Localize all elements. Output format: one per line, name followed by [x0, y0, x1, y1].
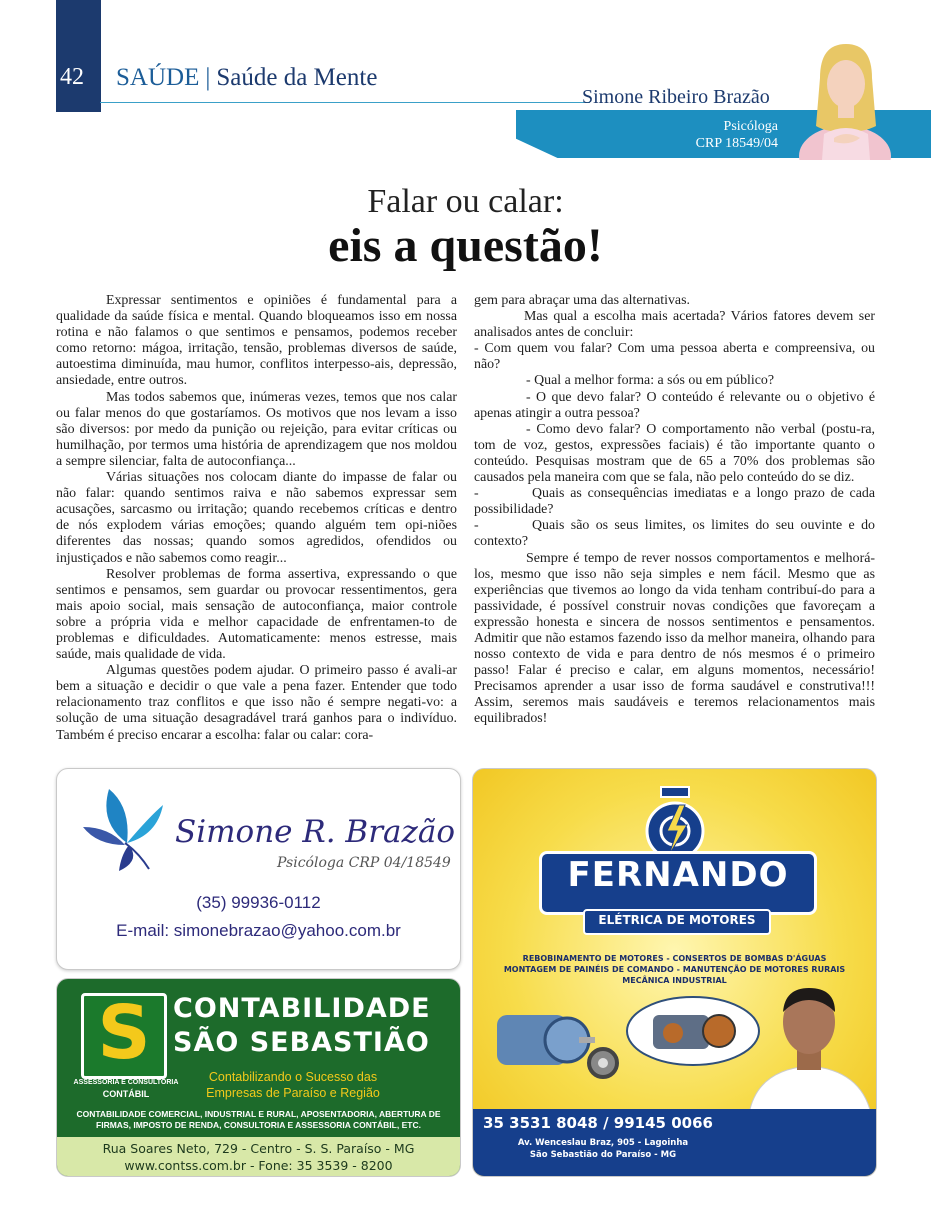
- article-question: - Como devo falar? O comportamento não verbal (postu-ra, tom de voz, gestos, expressões faciais) é tão importante quanto o conteúdo. Pesquisas mostram que de 65 a 70% dos problemas são causados pela maneira com que se fala, não pelo conteúdo do se diz.: [474, 421, 875, 486]
- ad-contabilidade-card: [56, 978, 461, 1177]
- contabilidade-title-line2: SÃO SEBASTIÃO: [173, 1027, 430, 1058]
- article-paragraph: Sempre é tempo de rever nossos comportamentos e melhorá-los, mesmo que isso não seja simples e nem fácil. Mesmo que as experiências que tivemos ao longo da vida tenham contribuí-do para a passividade, é possível construir novas condições que favoreçam a expressão honesta e sincera de nossos sentimentos e pensamentos. Admitir que não estamos fazendo isso da melhor maneira, olhando para nosso contexto de vida e para dentro de nós mesmos é o primeiro passo! Falar é preciso e calar, em alguns momentos, necessário! Precisamos aprender a usar isso de forma saudável e construtiva!!! Assim, seremos mais saudáveis e teremos relacionamentos mais equilibrados!: [474, 550, 875, 727]
- ad-simone-name: Simone R. Brazão: [175, 814, 455, 850]
- contabilidade-assessoria: ASSESSORIA E CONSULTORIA: [73, 1079, 179, 1086]
- header-rule: [100, 102, 590, 103]
- article-column-left: [56, 293, 457, 744]
- subsection-label: Saúde da Mente: [216, 64, 378, 91]
- article-paragraph: Mas qual a escolha mais acertada? Vários fatores devem ser analisados antes de concluir:: [474, 309, 875, 341]
- author-credentials: [640, 118, 778, 152]
- article-column-right: [474, 293, 875, 728]
- fernando-service-line: MONTAGEM DE PAINÉIS DE COMANDO - MANUTENÇÃO DE MOTORES RURAIS: [503, 965, 846, 974]
- fernando-subtitle: ELÉTRICA DE MOTORES: [598, 913, 756, 927]
- contabilidade-contabil: CONTÁBIL: [102, 1089, 150, 1099]
- contabilidade-services: CONTABILIDADE COMERCIAL, INDUSTRIAL E RURAL, APOSENTADORIA, ABERTURA DE FIRMAS, IMPOSTO DE RENDA, CONSULTORIA E ASSESSORIA CONTÁBIL, ETC.: [76, 1109, 441, 1130]
- butterfly-logo-icon: [79, 783, 179, 873]
- ad-simone-email: E-mail: simonebrazao@yahoo.com.br: [116, 921, 401, 940]
- page-number-tab: [56, 0, 101, 112]
- author-portrait: [790, 38, 900, 160]
- fernando-name: FERNANDO: [567, 855, 789, 895]
- contabilidade-title-line1: CONTABILIDADE: [173, 993, 431, 1024]
- fernando-address-line1: Av. Wenceslau Braz, 905 - Lagoinha: [517, 1138, 689, 1148]
- fernando-service-line: MECÂNICA INDUSTRIAL: [622, 976, 727, 985]
- page-number: 42: [60, 64, 84, 90]
- ad-simone-subtitle: Psicóloga CRP 04/18549: [277, 855, 451, 871]
- article-title-line2: eis a questão!: [328, 219, 603, 272]
- author-crp: CRP 18549/04: [695, 136, 778, 151]
- article-question: [474, 518, 875, 550]
- question-dash: -: [474, 486, 479, 502]
- question-text: Quais as consequências imediatas e a longo prazo de cada possibilidade?: [474, 486, 875, 518]
- article-question: - O que devo falar? O conteúdo é relevante ou o objetivo é apenas atingir a outra pessoa?: [474, 389, 875, 421]
- article-paragraph: Algumas questões podem ajudar. O primeiro passo é avali-ar bem a situação e decidir o que vale a pena fazer. Entender que todo relacionamento traz conflitos e que isso não é sempre negati-vo: a solução de uma situação desagradável trará ganhos para o indivíduo. Também é preciso encarar a escolha: falar ou calar: cora-: [56, 663, 457, 743]
- owner-photo: [743, 974, 876, 1114]
- article-paragraph: gem para abraçar uma das alternativas.: [474, 293, 690, 308]
- article-question: - Qual a melhor forma: a sós ou em público?: [526, 373, 775, 389]
- section-label: SAÚDE: [116, 64, 200, 91]
- article-paragraph: Resolver problemas de forma assertiva, expressando o que sentimos e pensamos, sem guardar ou provocar ressentimentos, gera mais apoio social, mais sensação de autoconfiança, maior controle sobre a própria vida e melhor capacidade de enfrentamen-to de problemas e dificuldades. Automaticamente: menos estresse, mais saúde, mais qualidade de vida.: [56, 566, 457, 663]
- contabilidade-web-phone: www.contss.com.br - Fone: 35 3539 - 8200: [124, 1158, 393, 1173]
- question-dash: -: [474, 518, 479, 534]
- electric-motors-image: [483, 981, 773, 1091]
- contabilidade-logo-letter: S: [97, 990, 151, 1076]
- contabilidade-logo: [81, 990, 167, 1079]
- section-separator: |: [205, 64, 211, 91]
- question-text: Quais são os seus limites, os limites do seu ouvinte e do contexto?: [474, 518, 875, 550]
- ad-simone-card: [56, 768, 461, 970]
- article-question: - Com quem vou falar? Com uma pessoa aberta e compreensiva, ou não?: [474, 341, 875, 373]
- article-question: [474, 486, 875, 518]
- fernando-phone: 35 3531 8048 / 99145 0066: [483, 1114, 713, 1132]
- article-paragraph: Mas todos sabemos que, inúmeras vezes, temos que nos calar ou falar menos do que gostaríamos. Os motivos que nos levam a isso são diversos: por medo da punição ou rejeição, para evitar críticas ou humilhação, por termos uma história de aprendizagem que nos moldou a sempre silenciar, falta de autoconfiança...: [56, 389, 457, 469]
- section-heading: [116, 64, 377, 92]
- article-paragraph: Expressar sentimentos e opiniões é fundamental para a qualidade da saúde física e mental. Quando bloqueamos isso em nossa rotina e não falamos o que sentimos e pensamos, podemos receber como retorno: mágoa, irritação, tensão, problemas diversos de saúde, autoestima diminuída, mau humor, conflitos interpesso-ais, depressão, ansiedade, entre outros.: [56, 293, 457, 389]
- author-name: Simone Ribeiro Brazão: [582, 86, 770, 108]
- article-title-line1: Falar ou calar:: [367, 183, 564, 220]
- article-paragraph: Várias situações nos colocam diante do impasse de falar ou não falar: quando sentimos raiva e não sabemos expressar sem acusações, sarcasmo ou irritação; quando recebemos críticas e dentro de nós explodem várias emoções; quando alguém tem opi-niões diferentes das nossas; quando somos agredidos, ofendidos ou injustiçados e não sabemos como reagir...: [56, 470, 457, 566]
- contabilidade-slogan: Contabilizando o Sucesso das Empresas de Paraíso e Região: [206, 1070, 380, 1100]
- ad-simone-phone: (35) 99936-0112: [196, 893, 321, 912]
- fernando-service-line: REBOBINAMENTO DE MOTORES - CONSERTOS DE BOMBAS D'ÁGUAS: [522, 954, 827, 963]
- author-role: Psicóloga: [723, 119, 778, 134]
- ad-fernando-card: [472, 768, 877, 1177]
- contabilidade-address: Rua Soares Neto, 729 - Centro - S. S. Paraíso - MG: [102, 1141, 415, 1156]
- fernando-address-line2: São Sebastião do Paraíso - MG: [529, 1150, 677, 1160]
